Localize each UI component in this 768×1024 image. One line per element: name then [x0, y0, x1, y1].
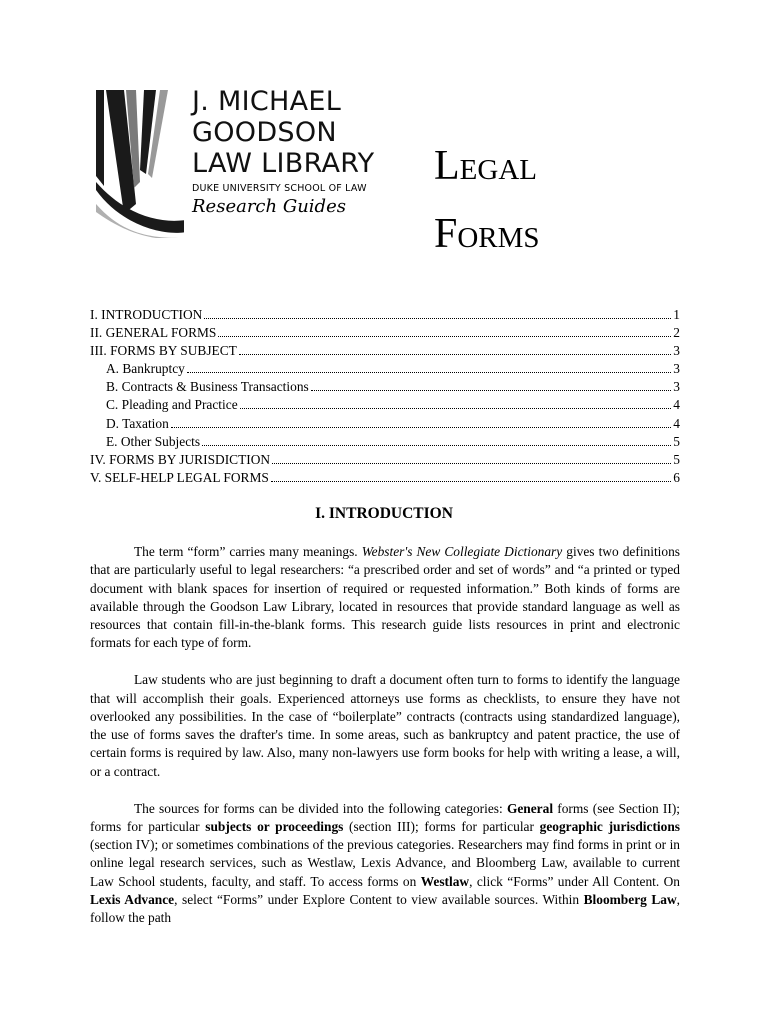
toc-page: 2 [673, 325, 680, 341]
toc-entry-self-help[interactable] [90, 470, 680, 488]
library-logo [94, 86, 384, 238]
section-heading: I. INTRODUCTION [315, 505, 453, 522]
logo-name-line2: GOODSON [192, 117, 337, 148]
toc-leader [239, 354, 671, 355]
toc-page: 1 [673, 307, 680, 322]
toc-page: 4 [673, 397, 680, 413]
toc-label: II. GENERAL FORMS [90, 325, 217, 341]
toc-label: I. INTRODUCTION [90, 307, 203, 322]
toc-label: V. SELF-HELP LEGAL FORMS [90, 469, 269, 485]
library-emblem-icon [94, 86, 184, 238]
toc-entry-forms-by-subject[interactable] [90, 343, 680, 361]
title-line1: Legal [434, 143, 537, 189]
toc-label: IV. FORMS BY JURISDICTION [90, 451, 271, 467]
document-title [434, 132, 540, 268]
toc-leader [240, 408, 672, 409]
toc-label: A. Bankruptcy [106, 361, 185, 377]
toc-entry-general-forms[interactable] [90, 325, 680, 343]
toc-page: 4 [673, 415, 680, 431]
toc-leader [271, 481, 671, 482]
toc-leader [187, 372, 671, 373]
toc-leader [202, 445, 671, 446]
logo-name-line3: LAW LIBRARY [192, 148, 375, 179]
toc-leader [218, 336, 671, 337]
toc-page: 3 [673, 379, 680, 395]
toc-entry-forms-by-jurisdiction[interactable] [90, 452, 680, 470]
toc-label: C. Pleading and Practice [106, 397, 238, 413]
toc-page: 6 [673, 469, 680, 485]
toc-leader [311, 390, 672, 391]
toc-entry-introduction[interactable] [90, 307, 680, 325]
logo-name-line1: J. MICHAEL [192, 86, 342, 117]
toc-label: B. Contracts & Business Transactions [106, 379, 309, 395]
toc-leader [171, 427, 672, 428]
table-of-contents [90, 307, 680, 488]
toc-entry-bankruptcy[interactable] [90, 361, 680, 379]
paragraph-3: The sources for forms can be divided into the following categories: General forms (see Section II); forms for particular subjects or proceedings (section III); forms for particular geographic jurisdictions (section IV); or sometimes combinations of the previous categories. Researchers may find forms in print or in online legal research services, such as Westlaw, Lexis Advance, and Bloomberg Law, available to current Law School students, faculty, and staff. To access forms on Westlaw, click “Forms” under All Content. On Lexis Advance, select “Forms” under Explore Content to view available sources. Within Bloomberg Law, follow the path [90, 800, 681, 926]
toc-entry-other-subjects[interactable] [90, 434, 680, 452]
paragraph-2: Law students who are just beginning to draft a document often turn to forms to identify the language that will accomplish their goals. Experienced attorneys use forms as checklists, to ensure they have not overlooked any possibilities. In the case of “boilerplate” contracts (contracts using standardized language), the use of forms saves the drafter's time. In some areas, such as bankruptcy and patent practice, the use of certain forms is required by law. Also, many non-lawyers use form books for help with writing a lease, a will, or a contract. [90, 672, 680, 779]
toc-leader [204, 318, 671, 319]
title-line2: Forms [434, 211, 540, 257]
toc-page: 5 [673, 433, 680, 449]
toc-label: D. Taxation [106, 415, 169, 431]
toc-page: 3 [673, 361, 680, 377]
dictionary-title: Webster's New Collegiate Dictionary [361, 544, 563, 559]
toc-label: III. FORMS BY SUBJECT [90, 343, 237, 359]
logo-school: DUKE UNIVERSITY SCHOOL OF LAW [192, 183, 367, 194]
toc-entry-taxation[interactable] [90, 416, 680, 434]
toc-page: 5 [673, 451, 680, 467]
document-body [90, 543, 680, 928]
toc-leader [272, 463, 671, 464]
toc-entry-contracts[interactable] [90, 379, 680, 397]
toc-label: E. Other Subjects [106, 433, 201, 449]
toc-entry-pleading[interactable] [90, 397, 680, 415]
logo-research-guides: Research Guides [192, 196, 346, 217]
paragraph-1: The term “form” carries many meanings. Webster's New Collegiate Dictionary gives two definitions that are particularly useful to legal researchers: “a prescribed order and set of words” and “a printed or typed document with blank spaces for insertion of required or requested information.” Both kinds of forms are available through the Goodson Law Library, located in resources that provide standard language as well as resources that contain fill-in-the-blank forms. This research guide lists resources in print and electronic formats for each type of form. [90, 544, 680, 651]
toc-page: 3 [673, 343, 680, 359]
